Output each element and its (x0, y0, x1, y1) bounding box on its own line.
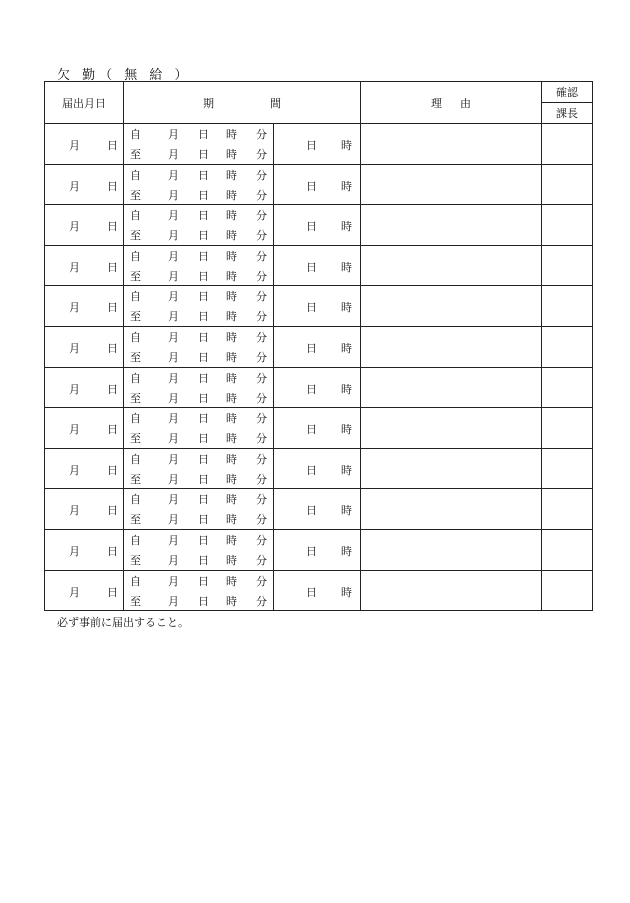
hour-label: 時 (226, 432, 237, 446)
to-label: 至 (130, 310, 141, 324)
hour-label: 時 (226, 209, 237, 223)
table-row (45, 529, 593, 570)
to-label: 至 (130, 148, 141, 161)
period-cell[interactable] (124, 205, 274, 246)
day-label: 日 (198, 594, 209, 608)
month-label: 月 (168, 290, 179, 304)
day-label: 日 (107, 139, 118, 152)
day-label: 日 (107, 585, 118, 599)
day-label: 日 (306, 260, 317, 274)
day-label: 日 (306, 504, 317, 518)
reason-cell[interactable] (361, 164, 542, 205)
period-from-line (130, 451, 270, 467)
period-cell[interactable] (124, 448, 274, 489)
period-from-line (130, 410, 270, 426)
from-label: 自 (130, 330, 141, 344)
month-label: 月 (168, 209, 179, 223)
date-cell[interactable] (45, 164, 124, 205)
hour-label: 時 (226, 553, 237, 567)
duration-cell[interactable] (274, 286, 361, 327)
table-row (45, 448, 593, 489)
minute-label: 分 (256, 412, 267, 426)
day-label: 日 (107, 301, 118, 315)
duration-cell[interactable] (274, 529, 361, 570)
month-label: 月 (168, 330, 179, 344)
day-label: 日 (107, 504, 118, 518)
day-label: 日 (198, 553, 209, 567)
period-from-line (130, 573, 270, 589)
duration-cell[interactable] (274, 326, 361, 367)
table-row (45, 408, 593, 449)
day-label: 日 (198, 188, 209, 202)
reason-cell[interactable] (361, 570, 542, 611)
to-label: 至 (130, 229, 141, 243)
day-label: 日 (306, 139, 317, 152)
to-label: 至 (130, 513, 141, 527)
minute-label: 分 (256, 168, 267, 182)
month-label: 月 (168, 128, 179, 141)
confirm-cell[interactable] (542, 448, 593, 489)
day-label: 日 (107, 463, 118, 477)
month-label: 月 (168, 148, 179, 161)
period-cell[interactable] (124, 164, 274, 205)
minute-label: 分 (256, 148, 267, 161)
reason-cell[interactable] (361, 124, 542, 165)
month-label: 月 (168, 553, 179, 567)
hour-label: 時 (226, 574, 237, 588)
day-label: 日 (306, 463, 317, 477)
hour-label: 時 (341, 423, 352, 437)
duration-cell[interactable] (274, 245, 361, 286)
month-label: 月 (168, 513, 179, 527)
month-label: 月 (168, 168, 179, 182)
minute-label: 分 (256, 574, 267, 588)
hour-label: 時 (226, 290, 237, 304)
day-label: 日 (198, 493, 209, 507)
from-label: 自 (130, 452, 141, 466)
to-label: 至 (130, 269, 141, 283)
period-to-line (130, 349, 270, 365)
day-label: 日 (198, 209, 209, 223)
period-cell[interactable] (124, 408, 274, 449)
day-label: 日 (306, 382, 317, 396)
hour-label: 時 (226, 533, 237, 547)
confirm-cell[interactable] (542, 408, 593, 449)
hour-label: 時 (341, 139, 352, 152)
day-label: 日 (198, 310, 209, 324)
confirm-cell[interactable] (542, 286, 593, 327)
confirm-cell[interactable] (542, 570, 593, 611)
header-section-chief: 課長 (542, 103, 593, 124)
from-label: 自 (130, 209, 141, 223)
month-label: 月 (69, 220, 80, 234)
hour-label: 時 (226, 594, 237, 608)
day-label: 日 (306, 341, 317, 355)
to-label: 至 (130, 391, 141, 405)
day-label: 日 (306, 585, 317, 599)
day-label: 日 (198, 148, 209, 161)
hour-label: 時 (226, 188, 237, 202)
hour-label: 時 (226, 148, 237, 161)
hour-label: 時 (341, 585, 352, 599)
form-title: 欠 勤（ 無 給 ） (57, 68, 192, 83)
hour-label: 時 (226, 493, 237, 507)
period-cell[interactable] (124, 124, 274, 165)
period-cell[interactable] (124, 529, 274, 570)
duration-cell[interactable] (274, 448, 361, 489)
reason-cell[interactable] (361, 326, 542, 367)
period-to-line (130, 227, 270, 243)
month-label: 月 (69, 504, 80, 518)
day-label: 日 (198, 168, 209, 182)
minute-label: 分 (256, 188, 267, 202)
month-label: 月 (168, 229, 179, 243)
period-to-line (130, 146, 270, 162)
day-label: 日 (198, 371, 209, 385)
date-cell[interactable] (45, 448, 124, 489)
table-row (45, 489, 593, 530)
period-from-line (130, 491, 270, 507)
table-row (45, 286, 593, 327)
period-cell[interactable] (124, 367, 274, 408)
confirm-cell[interactable] (542, 124, 593, 165)
to-label: 至 (130, 188, 141, 202)
from-label: 自 (130, 249, 141, 263)
hour-label: 時 (226, 249, 237, 263)
minute-label: 分 (256, 229, 267, 243)
hour-label: 時 (341, 341, 352, 355)
reason-cell[interactable] (361, 286, 542, 327)
confirm-cell[interactable] (542, 245, 593, 286)
hour-label: 時 (341, 260, 352, 274)
confirm-cell[interactable] (542, 326, 593, 367)
day-label: 日 (198, 229, 209, 243)
day-label: 日 (107, 341, 118, 355)
day-label: 日 (198, 128, 209, 141)
hour-label: 時 (226, 310, 237, 324)
minute-label: 分 (256, 128, 267, 141)
month-label: 月 (69, 544, 80, 558)
reason-cell[interactable] (361, 448, 542, 489)
month-label: 月 (168, 269, 179, 283)
day-label: 日 (107, 179, 118, 193)
hour-label: 時 (226, 269, 237, 283)
absence-table (44, 81, 593, 611)
from-label: 自 (130, 412, 141, 426)
period-from-line (130, 370, 270, 386)
reason-cell[interactable] (361, 205, 542, 246)
minute-label: 分 (256, 493, 267, 507)
hour-label: 時 (226, 350, 237, 364)
month-label: 月 (69, 423, 80, 437)
day-label: 日 (198, 452, 209, 466)
from-label: 自 (130, 371, 141, 385)
day-label: 日 (198, 290, 209, 304)
minute-label: 分 (256, 310, 267, 324)
hour-label: 時 (341, 504, 352, 518)
period-to-line (130, 593, 270, 609)
minute-label: 分 (256, 290, 267, 304)
day-label: 日 (107, 544, 118, 558)
confirm-cell[interactable] (542, 367, 593, 408)
date-cell[interactable] (45, 205, 124, 246)
hour-label: 時 (226, 371, 237, 385)
reason-cell[interactable] (361, 529, 542, 570)
hour-label: 時 (341, 301, 352, 315)
confirm-cell[interactable] (542, 205, 593, 246)
from-label: 自 (130, 128, 141, 141)
header-reason: 理 由 (361, 82, 542, 124)
minute-label: 分 (256, 209, 267, 223)
day-label: 日 (306, 179, 317, 193)
minute-label: 分 (256, 452, 267, 466)
date-cell[interactable] (45, 529, 124, 570)
header-period: 期 間 (124, 82, 361, 124)
month-label: 月 (168, 432, 179, 446)
month-label: 月 (168, 350, 179, 364)
from-label: 自 (130, 493, 141, 507)
period-to-line (130, 552, 270, 568)
month-label: 月 (168, 594, 179, 608)
day-label: 日 (107, 220, 118, 234)
date-cell[interactable] (45, 124, 124, 165)
confirm-cell[interactable] (542, 164, 593, 205)
month-label: 月 (168, 533, 179, 547)
to-label: 至 (130, 432, 141, 446)
date-cell[interactable] (45, 570, 124, 611)
from-label: 自 (130, 574, 141, 588)
minute-label: 分 (256, 472, 267, 486)
table-row (45, 124, 593, 165)
period-to-line (130, 268, 270, 284)
day-label: 日 (306, 220, 317, 234)
minute-label: 分 (256, 269, 267, 283)
from-label: 自 (130, 290, 141, 304)
duration-cell[interactable] (274, 205, 361, 246)
reason-cell[interactable] (361, 408, 542, 449)
reason-cell[interactable] (361, 245, 542, 286)
period-cell[interactable] (124, 326, 274, 367)
period-to-line (130, 390, 270, 406)
table-row (45, 245, 593, 286)
to-label: 至 (130, 472, 141, 486)
period-from-line (130, 532, 270, 548)
duration-cell[interactable] (274, 164, 361, 205)
day-label: 日 (107, 382, 118, 396)
to-label: 至 (130, 350, 141, 364)
period-cell[interactable] (124, 245, 274, 286)
table-row (45, 570, 593, 611)
footer-note: 必ず事前に届出すること。 (57, 616, 189, 629)
month-label: 月 (168, 188, 179, 202)
day-label: 日 (198, 513, 209, 527)
hour-label: 時 (226, 330, 237, 344)
minute-label: 分 (256, 513, 267, 527)
hour-label: 時 (226, 412, 237, 426)
day-label: 日 (306, 301, 317, 315)
day-label: 日 (107, 423, 118, 437)
hour-label: 時 (226, 472, 237, 486)
hour-label: 時 (341, 544, 352, 558)
header-date: 届出月日 (45, 82, 124, 124)
to-label: 至 (130, 553, 141, 567)
period-from-line (130, 329, 270, 345)
period-from-line (130, 248, 270, 264)
duration-cell[interactable] (274, 489, 361, 530)
hour-label: 時 (226, 168, 237, 182)
period-cell[interactable] (124, 570, 274, 611)
header-confirm: 確認 (542, 82, 593, 103)
day-label: 日 (306, 544, 317, 558)
period-to-line (130, 511, 270, 527)
month-label: 月 (69, 463, 80, 477)
reason-cell[interactable] (361, 367, 542, 408)
minute-label: 分 (256, 350, 267, 364)
day-label: 日 (198, 269, 209, 283)
table-row (45, 326, 593, 367)
day-label: 日 (306, 423, 317, 437)
hour-label: 時 (226, 513, 237, 527)
month-label: 月 (168, 249, 179, 263)
minute-label: 分 (256, 330, 267, 344)
duration-cell[interactable] (274, 570, 361, 611)
day-label: 日 (198, 350, 209, 364)
confirm-cell[interactable] (542, 489, 593, 530)
from-label: 自 (130, 533, 141, 547)
period-to-line (130, 430, 270, 446)
day-label: 日 (198, 574, 209, 588)
month-label: 月 (69, 260, 80, 274)
date-cell[interactable] (45, 489, 124, 530)
day-label: 日 (198, 330, 209, 344)
month-label: 月 (69, 179, 80, 193)
table-row (45, 164, 593, 205)
period-cell[interactable] (124, 489, 274, 530)
reason-cell[interactable] (361, 489, 542, 530)
hour-label: 時 (226, 128, 237, 141)
date-cell[interactable] (45, 245, 124, 286)
date-cell[interactable] (45, 408, 124, 449)
month-label: 月 (168, 472, 179, 486)
period-from-line (130, 126, 270, 142)
period-cell[interactable] (124, 286, 274, 327)
hour-label: 時 (341, 179, 352, 193)
minute-label: 分 (256, 432, 267, 446)
hour-label: 時 (226, 452, 237, 466)
day-label: 日 (198, 533, 209, 547)
month-label: 月 (69, 301, 80, 315)
month-label: 月 (168, 371, 179, 385)
minute-label: 分 (256, 594, 267, 608)
minute-label: 分 (256, 533, 267, 547)
minute-label: 分 (256, 553, 267, 567)
period-to-line (130, 187, 270, 203)
date-cell[interactable] (45, 367, 124, 408)
date-cell[interactable] (45, 326, 124, 367)
hour-label: 時 (341, 382, 352, 396)
day-label: 日 (107, 260, 118, 274)
period-from-line (130, 288, 270, 304)
period-from-line (130, 207, 270, 223)
day-label: 日 (198, 391, 209, 405)
day-label: 日 (198, 249, 209, 263)
month-label: 月 (69, 139, 80, 152)
minute-label: 分 (256, 391, 267, 405)
period-from-line (130, 167, 270, 183)
hour-label: 時 (226, 229, 237, 243)
month-label: 月 (168, 412, 179, 426)
hour-label: 時 (341, 220, 352, 234)
month-label: 月 (168, 493, 179, 507)
month-label: 月 (69, 585, 80, 599)
minute-label: 分 (256, 249, 267, 263)
duration-cell[interactable] (274, 124, 361, 165)
month-label: 月 (168, 310, 179, 324)
table-row (45, 205, 593, 246)
period-to-line (130, 308, 270, 324)
to-label: 至 (130, 594, 141, 608)
day-label: 日 (198, 432, 209, 446)
month-label: 月 (168, 574, 179, 588)
minute-label: 分 (256, 371, 267, 385)
date-cell[interactable] (45, 286, 124, 327)
confirm-cell[interactable] (542, 529, 593, 570)
period-to-line (130, 471, 270, 487)
month-label: 月 (168, 391, 179, 405)
hour-label: 時 (226, 391, 237, 405)
from-label: 自 (130, 168, 141, 182)
day-label: 日 (198, 412, 209, 426)
duration-cell[interactable] (274, 408, 361, 449)
day-label: 日 (198, 472, 209, 486)
month-label: 月 (69, 341, 80, 355)
hour-label: 時 (341, 463, 352, 477)
duration-cell[interactable] (274, 367, 361, 408)
month-label: 月 (69, 382, 80, 396)
table-row (45, 367, 593, 408)
month-label: 月 (168, 452, 179, 466)
